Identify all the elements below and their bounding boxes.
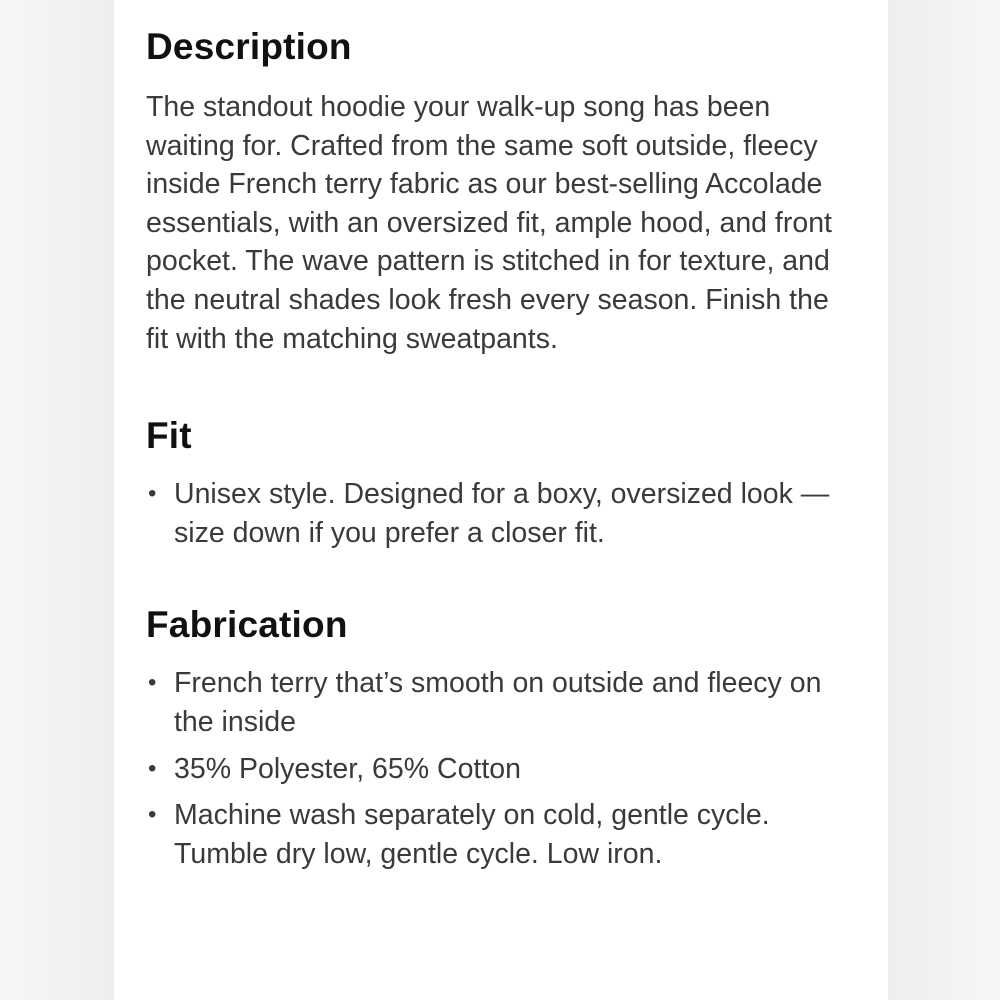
fabrication-title: Fabrication xyxy=(146,604,348,646)
fit-title: Fit xyxy=(146,415,192,457)
list-item xyxy=(146,750,866,789)
fabrication-list xyxy=(146,664,858,873)
fit-item-text: Unisex style. Designed for a boxy, oversized look —size down if you prefer a closer fit. xyxy=(174,478,830,549)
bullet-dot: • xyxy=(148,801,157,829)
bullet-dot: • xyxy=(148,480,157,508)
description-title: Description xyxy=(146,26,352,67)
bullet-dot: • xyxy=(148,754,157,782)
fabrication-item-text: French terry that’s smooth on outside and fleecy on the inside xyxy=(174,667,822,738)
list-item xyxy=(146,796,866,873)
description-text: The standout hoodie your walk-up song has been waiting for. Crafted from the same soft outside, fleecy inside French terry fabric as our best-selling Accolade essentials, with an oversized fit, ample hood, and front pocket. The wave pattern is stitched in for texture, and the neutral shades look fresh every season. Finish the fit with the matching sweatpants. xyxy=(146,91,832,355)
list-item xyxy=(146,475,866,552)
background-right xyxy=(888,0,1000,1000)
fabrication-item-text: 35% Polyester, 65% Cotton xyxy=(174,752,521,785)
product-details-panel xyxy=(114,0,888,1000)
background-left xyxy=(0,0,114,1000)
list-item xyxy=(146,664,866,741)
fabrication-item-text: Machine wash separately on cold, gentle cycle. Tumble dry low, gentle cycle. Low iron. xyxy=(174,799,770,870)
fit-list xyxy=(146,475,858,552)
bullet-dot: • xyxy=(148,669,157,697)
